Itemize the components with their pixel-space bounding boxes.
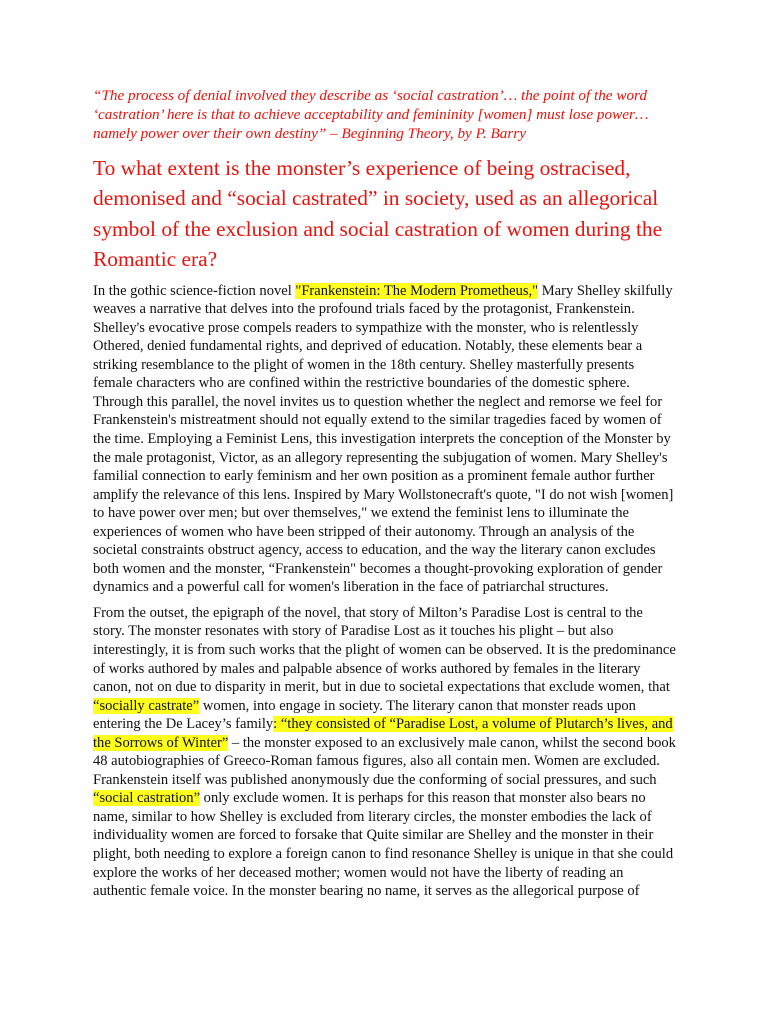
para2-text-2: women, into engage in society. The literary canon that monster reads upon entering the De Lacey’s family <box>93 697 636 733</box>
para1-text-2: Mary Shelley skilfully weaves a narrative that delves into the profound trials faced by the protagonist, Frankenstein. Shelley's evocative prose compels readers to sympathize with the monster, who is relentlessly Othered, denied fundamental rights, and deprived of education. Notably, these elements bear a striking resemblance to the plight of women in the 18th century. Shelley masterfully presents female characters who are confined within the restrictive boundaries of the domestic sphere. Through this parallel, the novel invites us to question whether the neglect and remorse we feel for Frankenstein's mistreatment should not equally extend to the similar tragedies faced by women of the time. Employing a Feminist Lens, this investigation interprets the conception of the Monster by the male protagonist, Victor, as an allegory representing the subjugation of women. Mary Shelley's familial connection to early feminism and her own position as a prominent female author further amplify the relevance of this lens. Inspired by Mary Wollstonecraft's quote, "I do not wish [women] to have power over men; but over themselves," we extend the feminist lens to illuminate the experiences of women who have been stripped of their autonomy. Through an analysis of the societal constraints obstruct agency, access to education, and the way the literary canon excludes both women and the monster, “Frankenstein" becomes a thought-provoking exploration of gender dynamics and a powerful call for women's liberation in the face of patriarchal structures. <box>93 282 674 596</box>
para2-text-1: From the outset, the epigraph of the novel, that story of Milton’s Paradise Lost is central to the story. The monster resonates with story of Paradise Lost as it touches his plight – but also interestingly, it is from such works that the plight of women can be observed. It is the predominance of works authored by males and palpable absence of works authored by females in the literary canon, not on due to disparity in merit, but in due to societal expectations that exclude women, that <box>93 604 676 696</box>
para2-highlight-social-castration: “social castration” <box>93 790 201 807</box>
para1-highlight-title: "Frankenstein: The Modern Prometheus," <box>295 282 539 299</box>
body-paragraph-2 <box>93 604 676 901</box>
para2-text-4: only exclude women. It is perhaps for this reason that monster also bears no name, similar to how Shelley is excluded from literary circles, the monster embodies the lack of individuality women are forced to forsake that Quite similar are Shelley and the monster in their plight, both needing to explore a foreign canon to find resonance Shelley is unique in that she could explore the works of her deceased mother; women would not have the liberty of reading an authentic female voice. In the monster bearing no name, it serves as the allegorical purpose of <box>93 790 674 900</box>
essay-question-heading: To what extent is the monster’s experience of being ostracised, demonised and “social castrated” in society, used as an allegorical symbol of the exclusion and social castration of women during the Romantic era? <box>93 155 663 272</box>
para2-highlight-socially-castrate: “socially castrate” <box>93 697 200 714</box>
intro-paragraph <box>93 282 676 597</box>
para2-text-3: – the monster exposed to an exclusively male canon, whilst the second book 48 autobiographies of Greeco-Roman famous figures, also all contain men. Women are excluded. Frankenstein itself was published anonymously due the conforming of social pressures, and such <box>93 734 676 788</box>
epigraph-quote: “The process of denial involved they describe as ‘social castration’… the point of the word ‘castration’ here is that to achieve acceptability and femininity [women] must lose power… namely power over their own destiny” – Beginning Theory, by P. Barry <box>93 87 649 143</box>
para2-highlight-canon-quote: : “they consisted of “Paradise Lost, a volume of Plutarch’s lives, and the Sorrows of Winter” <box>93 716 673 751</box>
para1-text-1: In the gothic science-fiction novel <box>93 282 296 299</box>
